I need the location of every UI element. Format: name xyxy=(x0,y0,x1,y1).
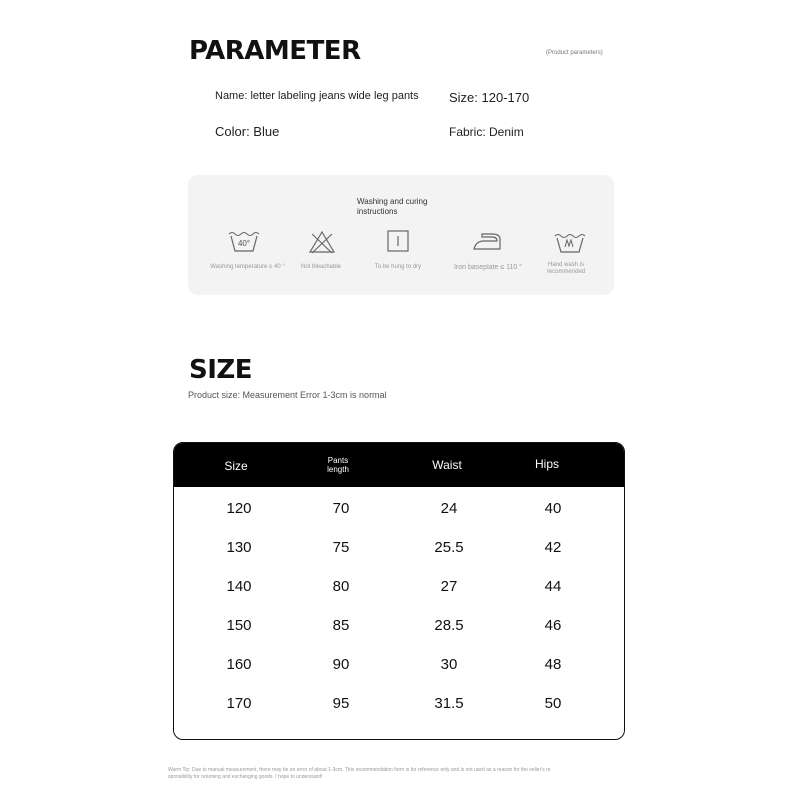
table-cell: 31.5 xyxy=(434,695,464,712)
header-waist: Waist xyxy=(432,458,462,472)
size-table-header xyxy=(174,443,624,487)
header-pants-length: Pants length xyxy=(327,456,349,474)
table-cell: 40 xyxy=(544,500,562,517)
table-cell: 30 xyxy=(440,656,458,673)
no-bleach-icon xyxy=(305,229,339,255)
table-cell: 70 xyxy=(332,500,350,517)
care-label-wash: Washing temperature ≤ 40 ° xyxy=(210,264,285,270)
care-label-bleach: Not bleachable xyxy=(300,264,342,270)
table-cell: 160 xyxy=(226,656,252,673)
table-cell: 42 xyxy=(544,539,562,556)
care-label-iron: Iron baseplate ≤ 110 ° xyxy=(453,264,522,271)
table-cell: 120 xyxy=(226,500,252,517)
table-cell: 48 xyxy=(544,656,562,673)
table-cell: 25.5 xyxy=(434,539,464,556)
washing-title-line1: Washing and curing xyxy=(357,197,428,206)
size-table xyxy=(173,442,625,740)
hang-dry-icon xyxy=(381,229,415,255)
product-color: Color: Blue xyxy=(215,124,280,139)
table-cell: 130 xyxy=(226,539,252,556)
table-cell: 24 xyxy=(440,500,458,517)
header-hips: Hips xyxy=(534,457,559,471)
warm-tip-line1: Warm Tip: Due to manual measurement, there may be an error of about 1-3cm. This recommendation form is for reference only and is not used as a reason for the seller's re xyxy=(168,767,551,773)
washing-title xyxy=(357,197,427,217)
parameter-title: PARAMETER xyxy=(189,36,361,66)
table-cell: 50 xyxy=(544,695,562,712)
table-cell: 75 xyxy=(332,539,350,556)
size-title: SIZE xyxy=(189,355,253,385)
table-cell: 44 xyxy=(544,578,562,595)
warm-tip-line2: sponsibility for returning and exchanging goods. I hope to understand! xyxy=(168,774,323,780)
product-name: Name: letter labeling jeans wide leg pants xyxy=(215,90,419,102)
care-label-hand: Hand wash is recommended xyxy=(546,262,586,275)
care-label-hang: To be hung to dry xyxy=(374,264,422,270)
washing-title-line2: instructions xyxy=(357,207,398,216)
product-fabric: Fabric: Denim xyxy=(449,125,524,139)
wash-40-icon xyxy=(227,229,261,255)
table-cell: 95 xyxy=(332,695,350,712)
table-cell: 150 xyxy=(226,617,252,634)
table-cell: 80 xyxy=(332,578,350,595)
wash-temp-mark: 40° xyxy=(237,239,251,248)
warm-tip xyxy=(168,767,638,781)
product-size-range: Size: 120-170 xyxy=(449,90,530,105)
table-cell: 90 xyxy=(332,656,350,673)
header-size: Size xyxy=(224,459,248,473)
table-cell: 140 xyxy=(226,578,252,595)
table-cell: 85 xyxy=(332,617,350,634)
hand-wash-icon xyxy=(553,229,587,255)
table-cell: 46 xyxy=(544,617,562,634)
size-description: Product size: Measurement Error 1-3cm is normal xyxy=(188,390,387,400)
table-cell: 28.5 xyxy=(434,617,464,634)
table-cell: 27 xyxy=(440,578,458,595)
table-cell: 170 xyxy=(226,695,252,712)
parameter-subtitle: (Product parameters) xyxy=(546,50,603,56)
iron-icon xyxy=(470,229,504,255)
